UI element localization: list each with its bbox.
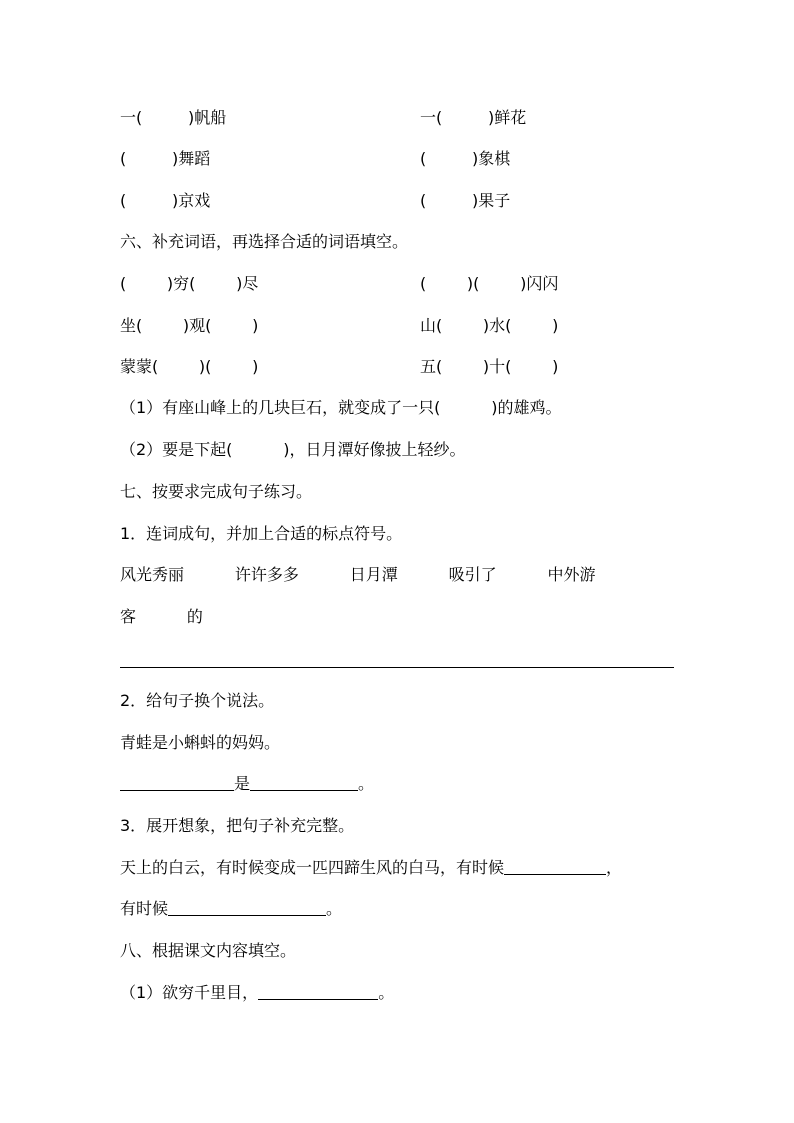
answer-blank [168,899,326,916]
idiom-right-2: 山( )水( ) [420,316,559,335]
item-2-answer-row [120,773,374,795]
idiom-left-2: 坐( )观( ) [120,316,259,335]
measure-word-left-3: ( )京戏 [120,191,211,210]
idiom-right-3: 五( )十( ) [420,357,559,376]
measure-word-right-1: 一( )鲜花 [420,108,527,127]
item-3-title: 3．展开想象，把句子补充完整。 [120,816,355,835]
idiom-right-1: ( )( )闪闪 [420,274,559,293]
item-3-comma: ， [606,858,623,877]
item-2-end-mark: 。 [358,774,375,793]
measure-word-left-2: ( )舞蹈 [120,149,211,168]
poem-question-1-end: 。 [378,983,395,1002]
item-3-text-1: 天上的白云，有时候变成一匹四蹄生风的白马，有时候 [120,858,505,877]
answer-blank [258,983,378,1000]
item-3-text-2: 有时候 [120,899,169,918]
poem-question-1 [120,982,394,1004]
idiom-left-1: ( )穷( )尽 [120,274,259,293]
item-2-sentence: 青蛙是小蝌蚪的妈妈。 [120,733,281,752]
measure-word-left-1: 一( )帆船 [120,108,227,127]
word-bank-row-2: 客 的 [120,607,203,626]
item-3-sentence-row-1 [120,857,622,879]
measure-word-right-3: ( )果子 [420,191,511,210]
item-3-sentence-row-2 [120,898,342,920]
word-bank-row-1: 风光秀丽 许许多多 日月潭 吸引了 中外游 [120,565,596,584]
fill-question-2: （2）要是下起( )，日月潭好像披上轻纱。 [120,440,466,459]
item-2-title: 2．给句子换个说法。 [120,691,275,710]
answer-line [120,667,674,668]
item-3-end-mark: 。 [326,899,343,918]
fill-question-1: （1）有座山峰上的几块巨石，就变成了一只( )的雄鸡。 [120,398,562,417]
poem-question-1-text: （1）欲穷千里目， [120,983,259,1002]
section-8-heading: 八、根据课文内容填空。 [120,941,297,960]
answer-blank [504,858,606,875]
measure-word-right-2: ( )象棋 [420,149,511,168]
answer-blank [120,774,234,791]
section-6-heading: 六、补充词语，再选择合适的词语填空。 [120,232,409,251]
section-7-heading: 七、按要求完成句子练习。 [120,482,313,501]
idiom-left-3: 蒙蒙( )( ) [120,357,259,376]
item-2-connector: 是 [234,774,251,793]
item-1-title: 1．连词成句，并加上合适的标点符号。 [120,524,403,543]
answer-blank [250,774,358,791]
